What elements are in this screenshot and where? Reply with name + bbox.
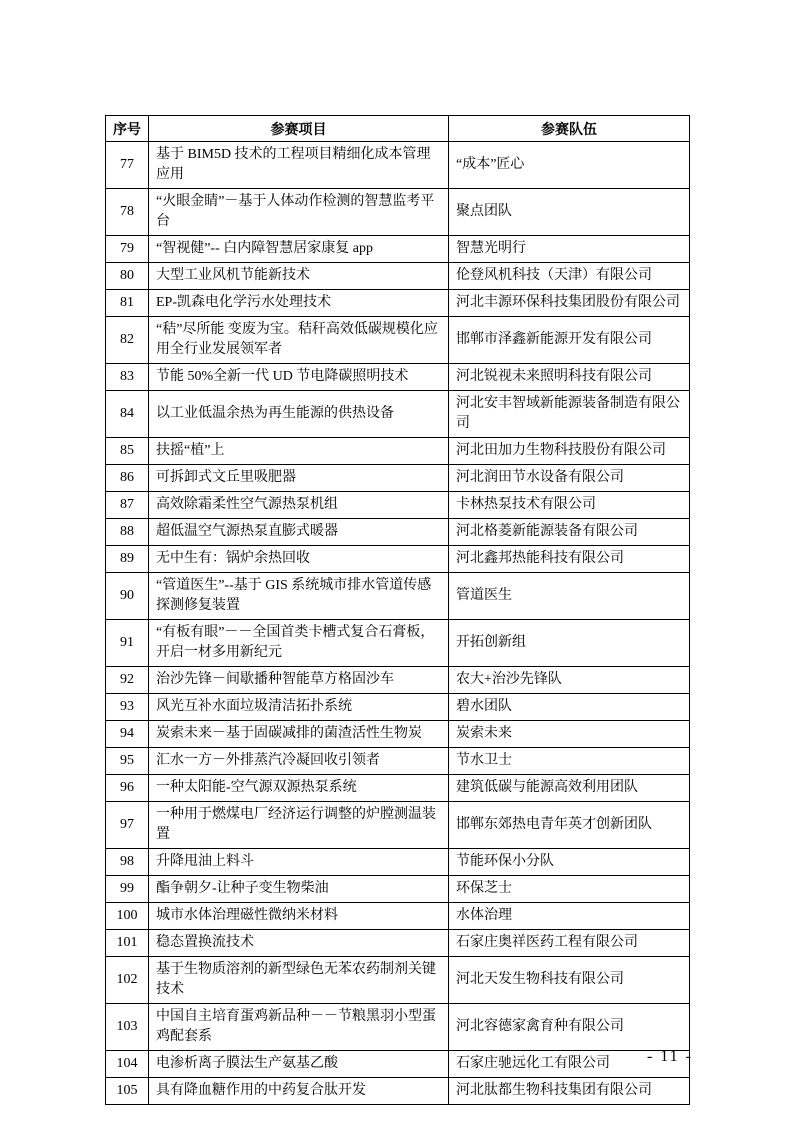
header-row <box>106 116 690 142</box>
table-row <box>106 438 690 465</box>
cell-project: 无中生有：锅炉余热回收 <box>149 546 449 573</box>
cell-team: 石家庄奥祥医药工程有限公司 <box>449 930 690 957</box>
cell-team: 节水卫士 <box>449 748 690 775</box>
cell-project: 节能 50%全新一代 UD 节电降碳照明技术 <box>149 364 449 391</box>
cell-team: 聚点团队 <box>449 189 690 236</box>
table-row <box>106 748 690 775</box>
cell-project: 高效除霜柔性空气源热泵机组 <box>149 492 449 519</box>
cell-no: 82 <box>106 317 149 364</box>
cell-team: 河北容德家禽育种有限公司 <box>449 1004 690 1051</box>
cell-project: 酯争朝夕-让种子变生物柴油 <box>149 876 449 903</box>
table-row <box>106 317 690 364</box>
table-row <box>106 957 690 1004</box>
cell-project: 电渗析离子膜法生产氨基乙酸 <box>149 1051 449 1078</box>
cell-no: 97 <box>106 802 149 849</box>
cell-project: 可拆卸式文丘里吸肥器 <box>149 465 449 492</box>
cell-team: 炭索未来 <box>449 721 690 748</box>
table-row <box>106 492 690 519</box>
cell-team: 农大+治沙先锋队 <box>449 667 690 694</box>
cell-team: “成本”匠心 <box>449 142 690 189</box>
cell-project: 一种用于燃煤电厂经济运行调整的炉膛测温装置 <box>149 802 449 849</box>
cell-team: 石家庄驰远化工有限公司 <box>449 1051 690 1078</box>
table-row <box>106 876 690 903</box>
table-row <box>106 694 690 721</box>
table-row <box>106 775 690 802</box>
cell-no: 103 <box>106 1004 149 1051</box>
cell-project: “火眼金睛”－基于人体动作检测的智慧监考平台 <box>149 189 449 236</box>
cell-team: 节能环保小分队 <box>449 849 690 876</box>
cell-no: 77 <box>106 142 149 189</box>
cell-project: “管道医生”--基于 GIS 系统城市排水管道传感探测修复装置 <box>149 573 449 620</box>
cell-team: 河北安丰智域新能源装备制造有限公司 <box>449 391 690 438</box>
cell-no: 90 <box>106 573 149 620</box>
table-row <box>106 1078 690 1105</box>
cell-no: 101 <box>106 930 149 957</box>
cell-project: 风光互补水面垃圾清洁拓扑系统 <box>149 694 449 721</box>
cell-no: 95 <box>106 748 149 775</box>
cell-project: 中国自主培育蛋鸡新品种－－节粮黑羽小型蛋鸡配套系 <box>149 1004 449 1051</box>
cell-project: 升降甩油上料斗 <box>149 849 449 876</box>
cell-no: 96 <box>106 775 149 802</box>
cell-no: 92 <box>106 667 149 694</box>
table-row <box>106 290 690 317</box>
cell-team: 河北格菱新能源装备有限公司 <box>449 519 690 546</box>
table-row <box>106 1004 690 1051</box>
cell-team: 河北丰源环保科技集团股份有限公司 <box>449 290 690 317</box>
cell-project: 炭索未来－基于固碳减排的菌渣活性生物炭 <box>149 721 449 748</box>
cell-team: 邯郸东郊热电青年英才创新团队 <box>449 802 690 849</box>
table-row <box>106 721 690 748</box>
cell-team: 建筑低碳与能源高效利用团队 <box>449 775 690 802</box>
table-header <box>106 116 690 142</box>
column-header-project: 参赛项目 <box>149 116 449 142</box>
cell-team: 河北润田节水设备有限公司 <box>449 465 690 492</box>
cell-no: 79 <box>106 236 149 263</box>
competition-entries-table <box>105 115 690 1105</box>
cell-team: 河北鑫邦热能科技有限公司 <box>449 546 690 573</box>
table-row <box>106 620 690 667</box>
cell-project: EP-凯森电化学污水处理技术 <box>149 290 449 317</box>
page-number: - 11 - <box>646 1048 693 1065</box>
cell-team: 河北肽都生物科技集团有限公司 <box>449 1078 690 1105</box>
cell-no: 93 <box>106 694 149 721</box>
column-header-team: 参赛队伍 <box>449 116 690 142</box>
cell-team: 河北天发生物科技有限公司 <box>449 957 690 1004</box>
cell-team: 智慧光明行 <box>449 236 690 263</box>
table-row <box>106 263 690 290</box>
cell-no: 102 <box>106 957 149 1004</box>
cell-no: 78 <box>106 189 149 236</box>
cell-team: 伦登风机科技（天津）有限公司 <box>449 263 690 290</box>
table-row <box>106 391 690 438</box>
cell-project: “智视健”-- 白内障智慧居家康复 app <box>149 236 449 263</box>
cell-project: 扶摇“植”上 <box>149 438 449 465</box>
table-row <box>106 930 690 957</box>
table-row <box>106 849 690 876</box>
cell-project: 以工业低温余热为再生能源的供热设备 <box>149 391 449 438</box>
table-row <box>106 519 690 546</box>
cell-project: “秸”尽所能 变废为宝。秸秆高效低碳规模化应用全行业发展领军者 <box>149 317 449 364</box>
table-row <box>106 364 690 391</box>
cell-team: 碧水团队 <box>449 694 690 721</box>
cell-team: 邯郸市泽鑫新能源开发有限公司 <box>449 317 690 364</box>
table-row <box>106 802 690 849</box>
cell-no: 100 <box>106 903 149 930</box>
cell-team: 卡林热泵技术有限公司 <box>449 492 690 519</box>
cell-team: 河北田加力生物科技股份有限公司 <box>449 438 690 465</box>
table-row <box>106 903 690 930</box>
table-row <box>106 189 690 236</box>
cell-no: 91 <box>106 620 149 667</box>
cell-no: 85 <box>106 438 149 465</box>
cell-project: 汇水一方－外排蒸汽冷凝回收引领者 <box>149 748 449 775</box>
cell-project: 城市水体治理磁性微纳米材料 <box>149 903 449 930</box>
cell-project: 一种太阳能-空气源双源热泵系统 <box>149 775 449 802</box>
cell-no: 104 <box>106 1051 149 1078</box>
cell-no: 98 <box>106 849 149 876</box>
cell-project: “有板有眼”－－全国首类卡槽式复合石膏板，开启一材多用新纪元 <box>149 620 449 667</box>
cell-team: 水体治理 <box>449 903 690 930</box>
table-row <box>106 1051 690 1078</box>
table-row <box>106 573 690 620</box>
table-body <box>106 142 690 1105</box>
cell-no: 83 <box>106 364 149 391</box>
cell-team: 环保芝士 <box>449 876 690 903</box>
cell-no: 89 <box>106 546 149 573</box>
cell-no: 80 <box>106 263 149 290</box>
cell-project: 稳态置换流技术 <box>149 930 449 957</box>
cell-no: 88 <box>106 519 149 546</box>
cell-no: 81 <box>106 290 149 317</box>
table-row <box>106 142 690 189</box>
cell-project: 基于生物质溶剂的新型绿色无苯农药制剂关键技术 <box>149 957 449 1004</box>
cell-team: 河北锐视未来照明科技有限公司 <box>449 364 690 391</box>
cell-project: 超低温空气源热泵直膨式暖器 <box>149 519 449 546</box>
cell-no: 94 <box>106 721 149 748</box>
cell-no: 99 <box>106 876 149 903</box>
cell-no: 105 <box>106 1078 149 1105</box>
cell-no: 87 <box>106 492 149 519</box>
cell-no: 84 <box>106 391 149 438</box>
cell-no: 86 <box>106 465 149 492</box>
column-header-serial-number: 序号 <box>106 116 149 142</box>
table-row <box>106 236 690 263</box>
table-row <box>106 465 690 492</box>
cell-team: 管道医生 <box>449 573 690 620</box>
cell-project: 基于 BIM5D 技术的工程项目精细化成本管理应用 <box>149 142 449 189</box>
cell-team: 开拓创新组 <box>449 620 690 667</box>
cell-project: 具有降血糖作用的中药复合肽开发 <box>149 1078 449 1105</box>
cell-project: 大型工业风机节能新技术 <box>149 263 449 290</box>
cell-project: 治沙先锋－间歇播种智能草方格固沙车 <box>149 667 449 694</box>
table-row <box>106 546 690 573</box>
table-row <box>106 667 690 694</box>
